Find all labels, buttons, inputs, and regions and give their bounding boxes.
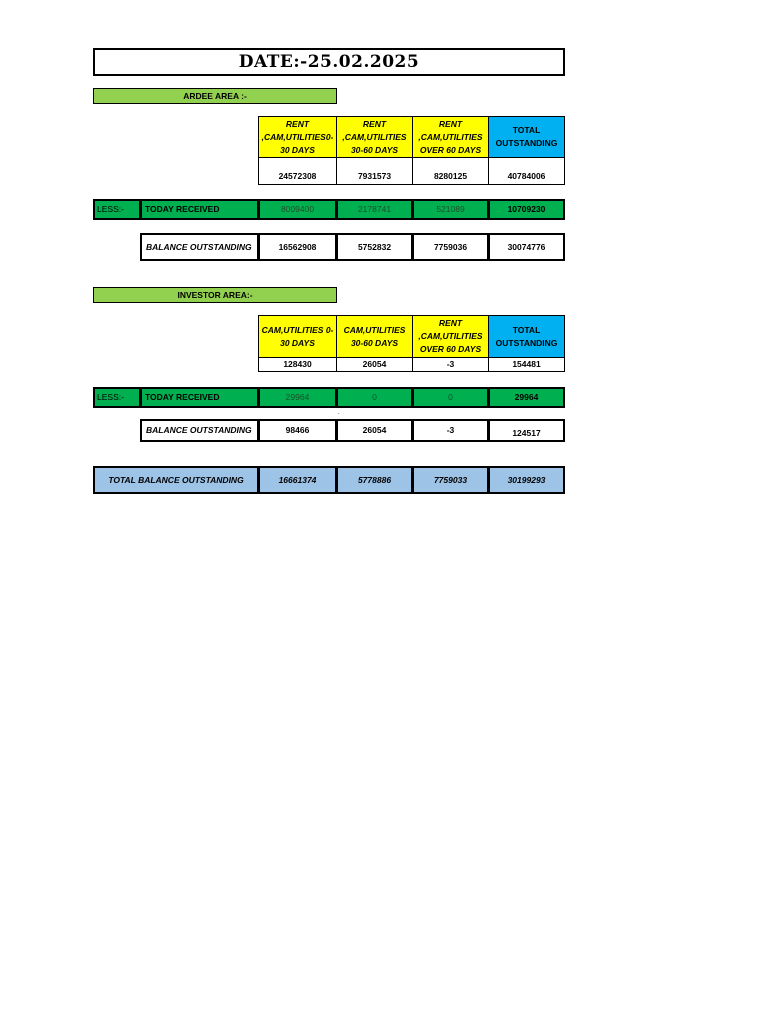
- ardee-header-total: TOTAL OUTSTANDING: [488, 116, 565, 158]
- investor-received-label: TODAY RECEIVED: [140, 387, 259, 408]
- ardee-balance-0-30: 16562908: [258, 233, 337, 261]
- ardee-less-label: LESS:-: [93, 199, 141, 220]
- investor-value-0-30: 128430: [258, 357, 337, 372]
- ardee-received-30-60: 2178741: [336, 199, 413, 220]
- investor-received-30-60: 0: [336, 387, 413, 408]
- investor-balance-over-60: -3: [412, 419, 489, 442]
- ardee-value-over-60: 8280125: [412, 157, 489, 185]
- investor-header-0-30: CAM,UTILITIES 0-30 DAYS: [258, 315, 337, 358]
- investor-less-label: LESS:-: [93, 387, 141, 408]
- total-balance-30-60: 5778886: [336, 466, 413, 494]
- investor-value-total: 154481: [488, 357, 565, 372]
- investor-value-over-60: -3: [412, 357, 489, 372]
- investor-header-over-60: RENT ,CAM,UTILITIES OVER 60 DAYS: [412, 315, 489, 358]
- ardee-received-0-30: 8009400: [258, 199, 337, 220]
- ardee-value-30-60: 7931573: [336, 157, 413, 185]
- investor-header-total: TOTAL OUTSTANDING: [488, 315, 565, 358]
- ardee-value-total: 40784006: [488, 157, 565, 185]
- investor-received-over-60: 0: [412, 387, 489, 408]
- ardee-header-0-30: RENT ,CAM,UTILITIES0-30 DAYS: [258, 116, 337, 158]
- ardee-value-0-30: 24572308: [258, 157, 337, 185]
- ardee-received-total: 10709230: [488, 199, 565, 220]
- ardee-received-over-60: 521089: [412, 199, 489, 220]
- ardee-balance-total: 30074776: [488, 233, 565, 261]
- investor-value-30-60: 26054: [336, 357, 413, 372]
- investor-balance-total: 124517: [488, 419, 565, 442]
- ardee-received-label: TODAY RECEIVED: [140, 199, 259, 220]
- ardee-area-label: ARDEE AREA :-: [93, 88, 337, 104]
- investor-balance-0-30: 98466: [258, 419, 337, 442]
- total-balance-over-60: 7759033: [412, 466, 489, 494]
- date-title: DATE:-25.02.2025: [93, 48, 565, 76]
- ardee-balance-label: BALANCE OUTSTANDING: [140, 233, 259, 261]
- ardee-balance-30-60: 5752832: [336, 233, 413, 261]
- investor-received-total: 29964: [488, 387, 565, 408]
- investor-received-0-30: 29964: [258, 387, 337, 408]
- stray-dot: .: [338, 410, 340, 416]
- total-balance-label: TOTAL BALANCE OUTSTANDING: [93, 466, 259, 494]
- ardee-header-over-60: RENT ,CAM,UTILITIES OVER 60 DAYS: [412, 116, 489, 158]
- total-balance-0-30: 16661374: [258, 466, 337, 494]
- investor-balance-30-60: 26054: [336, 419, 413, 442]
- ardee-header-30-60: RENT ,CAM,UTILITIES 30-60 DAYS: [336, 116, 413, 158]
- investor-area-label: INVESTOR AREA:-: [93, 287, 337, 303]
- investor-balance-label: BALANCE OUTSTANDING: [140, 419, 259, 442]
- ardee-balance-over-60: 7759036: [412, 233, 489, 261]
- total-balance-total: 30199293: [488, 466, 565, 494]
- investor-header-30-60: CAM,UTILITIES 30-60 DAYS: [336, 315, 413, 358]
